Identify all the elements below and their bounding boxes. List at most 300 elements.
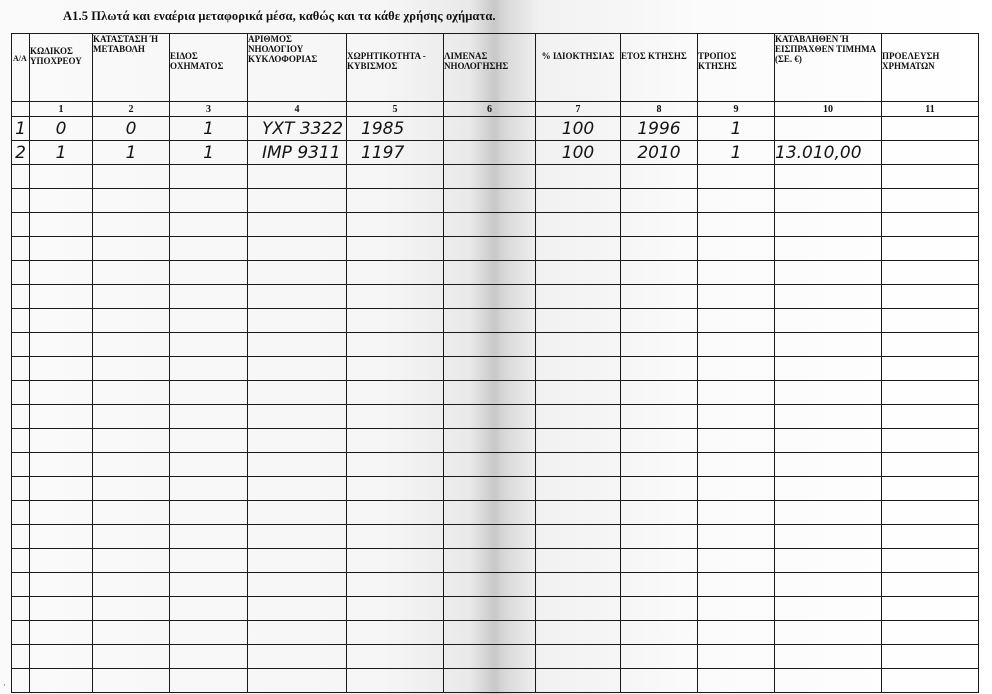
cell-port — [444, 117, 536, 141]
empty-cell — [698, 213, 775, 237]
empty-cell — [170, 453, 248, 477]
empty-cell — [536, 165, 621, 189]
empty-cell — [882, 621, 979, 645]
empty-cell — [30, 405, 93, 429]
empty-cell — [698, 333, 775, 357]
empty-cell — [30, 573, 93, 597]
empty-cell — [170, 237, 248, 261]
empty-cell — [775, 669, 882, 693]
empty-cell — [248, 525, 347, 549]
empty-cell — [775, 165, 882, 189]
cell-funds-origin — [882, 117, 979, 141]
empty-cell — [444, 549, 536, 573]
empty-cell — [775, 333, 882, 357]
empty-cell — [621, 525, 698, 549]
empty-cell — [882, 237, 979, 261]
empty-cell — [30, 261, 93, 285]
cell-aa: 2 — [12, 141, 30, 165]
cell-status: 1 — [93, 141, 170, 165]
empty-table-row — [12, 621, 979, 645]
empty-cell — [170, 309, 248, 333]
empty-table-row — [12, 525, 979, 549]
empty-cell — [93, 285, 170, 309]
empty-cell — [536, 501, 621, 525]
empty-cell — [536, 357, 621, 381]
empty-cell — [536, 333, 621, 357]
empty-cell — [775, 429, 882, 453]
empty-cell — [170, 621, 248, 645]
empty-cell — [444, 405, 536, 429]
empty-cell — [621, 597, 698, 621]
empty-cell — [248, 429, 347, 453]
empty-cell — [170, 573, 248, 597]
empty-cell — [882, 333, 979, 357]
empty-cell — [621, 669, 698, 693]
empty-cell — [347, 525, 444, 549]
empty-cell — [12, 525, 30, 549]
empty-cell — [775, 477, 882, 501]
empty-cell — [248, 501, 347, 525]
empty-cell — [775, 381, 882, 405]
empty-table-row — [12, 189, 979, 213]
col-number: 9 — [698, 102, 775, 117]
empty-cell — [248, 621, 347, 645]
empty-cell — [248, 333, 347, 357]
empty-cell — [536, 597, 621, 621]
empty-cell — [347, 261, 444, 285]
empty-cell — [248, 381, 347, 405]
empty-cell — [12, 429, 30, 453]
empty-cell — [444, 525, 536, 549]
empty-cell — [30, 357, 93, 381]
empty-cell — [536, 573, 621, 597]
cell-funds-origin — [882, 141, 979, 165]
empty-cell — [882, 357, 979, 381]
empty-cell — [170, 357, 248, 381]
col-number: 6 — [444, 102, 536, 117]
empty-cell — [347, 165, 444, 189]
cell-ownership: 100 — [536, 117, 621, 141]
empty-cell — [248, 213, 347, 237]
empty-cell — [30, 669, 93, 693]
empty-cell — [248, 285, 347, 309]
empty-cell — [347, 333, 444, 357]
empty-cell — [882, 525, 979, 549]
empty-cell — [30, 189, 93, 213]
empty-cell — [775, 501, 882, 525]
col-number: 10 — [775, 102, 882, 117]
empty-cell — [775, 621, 882, 645]
empty-cell — [12, 237, 30, 261]
empty-cell — [347, 597, 444, 621]
empty-cell — [248, 645, 347, 669]
empty-cell — [248, 309, 347, 333]
empty-cell — [12, 213, 30, 237]
empty-cell — [12, 261, 30, 285]
empty-cell — [882, 285, 979, 309]
empty-cell — [93, 165, 170, 189]
empty-cell — [882, 501, 979, 525]
cell-price: 13.010,00 — [775, 141, 882, 165]
cell-registration: YXT 3322 — [248, 117, 347, 141]
col-header-ownership: % ΙΔΙΟΚΤΗΣΙΑΣ — [536, 34, 621, 102]
table-body — [12, 117, 979, 693]
empty-cell — [170, 333, 248, 357]
empty-cell — [536, 261, 621, 285]
empty-cell — [698, 381, 775, 405]
empty-cell — [248, 453, 347, 477]
cell-acquisition-year: 2010 — [621, 141, 698, 165]
empty-cell — [248, 357, 347, 381]
empty-cell — [444, 597, 536, 621]
empty-table-row — [12, 213, 979, 237]
col-number: 7 — [536, 102, 621, 117]
empty-cell — [30, 429, 93, 453]
empty-table-row — [12, 597, 979, 621]
column-number-row — [12, 102, 979, 117]
cell-price — [775, 117, 882, 141]
empty-cell — [882, 261, 979, 285]
empty-table-row — [12, 573, 979, 597]
empty-cell — [12, 189, 30, 213]
col-number — [12, 102, 30, 117]
empty-table-row — [12, 429, 979, 453]
empty-cell — [93, 357, 170, 381]
empty-cell — [347, 453, 444, 477]
empty-cell — [698, 477, 775, 501]
empty-cell — [12, 285, 30, 309]
empty-cell — [93, 261, 170, 285]
empty-cell — [170, 405, 248, 429]
empty-cell — [698, 573, 775, 597]
empty-cell — [248, 573, 347, 597]
empty-cell — [347, 357, 444, 381]
empty-cell — [93, 453, 170, 477]
empty-cell — [12, 573, 30, 597]
empty-cell — [536, 381, 621, 405]
empty-cell — [882, 453, 979, 477]
empty-cell — [93, 597, 170, 621]
empty-table-row — [12, 261, 979, 285]
empty-cell — [775, 189, 882, 213]
empty-cell — [170, 261, 248, 285]
empty-cell — [444, 453, 536, 477]
empty-cell — [621, 333, 698, 357]
cell-aa: 1 — [12, 117, 30, 141]
empty-cell — [444, 429, 536, 453]
empty-cell — [536, 405, 621, 429]
empty-cell — [698, 525, 775, 549]
empty-cell — [444, 381, 536, 405]
empty-cell — [347, 237, 444, 261]
col-number: 2 — [93, 102, 170, 117]
col-header-vehicle-type: ΕΙΔΟΣ ΟΧΗΜΑΤΟΣ — [170, 34, 248, 102]
empty-cell — [347, 501, 444, 525]
empty-cell — [347, 309, 444, 333]
empty-cell — [444, 501, 536, 525]
empty-cell — [93, 549, 170, 573]
empty-cell — [30, 549, 93, 573]
margin-mark: · — [3, 680, 6, 690]
empty-cell — [775, 645, 882, 669]
empty-cell — [882, 309, 979, 333]
empty-table-row — [12, 477, 979, 501]
empty-cell — [536, 213, 621, 237]
empty-cell — [93, 213, 170, 237]
empty-table-row — [12, 237, 979, 261]
cell-ownership: 100 — [536, 141, 621, 165]
empty-cell — [170, 597, 248, 621]
empty-cell — [621, 285, 698, 309]
empty-cell — [775, 573, 882, 597]
empty-cell — [248, 597, 347, 621]
empty-cell — [30, 165, 93, 189]
empty-cell — [12, 357, 30, 381]
empty-cell — [698, 501, 775, 525]
empty-cell — [30, 381, 93, 405]
empty-cell — [621, 357, 698, 381]
empty-cell — [347, 573, 444, 597]
empty-cell — [30, 213, 93, 237]
empty-cell — [444, 261, 536, 285]
empty-cell — [347, 213, 444, 237]
col-number: 11 — [882, 102, 979, 117]
empty-cell — [12, 165, 30, 189]
empty-cell — [621, 477, 698, 501]
empty-cell — [30, 501, 93, 525]
empty-cell — [882, 405, 979, 429]
empty-table-row — [12, 453, 979, 477]
empty-table-row — [12, 285, 979, 309]
empty-cell — [93, 189, 170, 213]
cell-code: 0 — [30, 117, 93, 141]
empty-cell — [775, 309, 882, 333]
empty-cell — [248, 189, 347, 213]
empty-cell — [444, 285, 536, 309]
empty-cell — [536, 669, 621, 693]
empty-cell — [775, 405, 882, 429]
col-number: 3 — [170, 102, 248, 117]
empty-cell — [444, 621, 536, 645]
empty-cell — [12, 453, 30, 477]
empty-cell — [536, 189, 621, 213]
empty-cell — [12, 549, 30, 573]
cell-capacity: 1985 — [347, 117, 444, 141]
empty-cell — [30, 285, 93, 309]
empty-cell — [248, 261, 347, 285]
cell-port — [444, 141, 536, 165]
col-header-port: ΛΙΜΕΝΑΣ ΝΗΟΛΟΓΗΣΗΣ — [444, 34, 536, 102]
empty-cell — [775, 261, 882, 285]
empty-cell — [30, 477, 93, 501]
empty-cell — [444, 213, 536, 237]
col-number: 1 — [30, 102, 93, 117]
empty-cell — [444, 189, 536, 213]
empty-cell — [882, 189, 979, 213]
empty-cell — [12, 669, 30, 693]
cell-status: 0 — [93, 117, 170, 141]
empty-cell — [248, 165, 347, 189]
empty-cell — [621, 309, 698, 333]
empty-cell — [621, 501, 698, 525]
empty-cell — [536, 309, 621, 333]
empty-cell — [12, 645, 30, 669]
empty-cell — [621, 621, 698, 645]
empty-cell — [621, 429, 698, 453]
empty-cell — [698, 597, 775, 621]
empty-table-row — [12, 549, 979, 573]
empty-cell — [248, 477, 347, 501]
col-header-code: ΚΩΔΙΚΟΣ ΥΠΟΧΡΕΟΥ — [30, 34, 93, 102]
col-header-acquisition-method: ΤΡΟΠΟΣ ΚΤΗΣΗΣ — [698, 34, 775, 102]
empty-cell — [536, 285, 621, 309]
empty-cell — [882, 645, 979, 669]
empty-cell — [698, 549, 775, 573]
empty-cell — [170, 429, 248, 453]
empty-table-row — [12, 669, 979, 693]
empty-cell — [536, 621, 621, 645]
empty-cell — [12, 309, 30, 333]
empty-cell — [444, 669, 536, 693]
empty-cell — [347, 621, 444, 645]
empty-cell — [248, 669, 347, 693]
col-header-acquisition-year: ΕΤΟΣ ΚΤΗΣΗΣ — [621, 34, 698, 102]
empty-cell — [882, 213, 979, 237]
empty-cell — [93, 405, 170, 429]
empty-cell — [12, 405, 30, 429]
col-header-capacity: ΧΩΡΗΤΙΚΟΤΗΤΑ - ΚΥΒΙΣΜΟΣ — [347, 34, 444, 102]
empty-cell — [882, 549, 979, 573]
empty-cell — [12, 597, 30, 621]
empty-cell — [170, 669, 248, 693]
empty-cell — [347, 549, 444, 573]
empty-cell — [621, 573, 698, 597]
empty-cell — [698, 261, 775, 285]
empty-cell — [621, 453, 698, 477]
empty-table-row — [12, 381, 979, 405]
empty-cell — [698, 669, 775, 693]
col-header-price: ΚΑΤΑΒΛΗΘΕΝ Ή ΕΙΣΠΡΑΧΘΕΝ ΤΙΜΗΜΑ (ΣΕ. €) — [775, 34, 882, 102]
empty-table-row — [12, 357, 979, 381]
empty-cell — [621, 405, 698, 429]
empty-cell — [536, 645, 621, 669]
col-header-aa: Α/Α — [12, 34, 30, 102]
empty-cell — [30, 645, 93, 669]
empty-cell — [93, 237, 170, 261]
empty-cell — [621, 165, 698, 189]
empty-cell — [444, 165, 536, 189]
header-row — [12, 34, 979, 102]
empty-cell — [698, 429, 775, 453]
empty-cell — [444, 477, 536, 501]
empty-cell — [621, 261, 698, 285]
empty-cell — [698, 189, 775, 213]
empty-cell — [698, 621, 775, 645]
empty-cell — [621, 213, 698, 237]
empty-cell — [775, 453, 882, 477]
empty-cell — [347, 477, 444, 501]
empty-cell — [170, 189, 248, 213]
col-header-status: ΚΑΤΑΣΤΑΣΗ Ή ΜΕΤΑΒΟΛΗ — [93, 34, 170, 102]
empty-cell — [347, 669, 444, 693]
empty-cell — [882, 381, 979, 405]
empty-cell — [444, 573, 536, 597]
col-header-funds-origin: ΠΡΟΕΛΕΥΣΗ ΧΡΗΜΑΤΩΝ — [882, 34, 979, 102]
empty-cell — [93, 477, 170, 501]
cell-acquisition-method: 1 — [698, 117, 775, 141]
empty-cell — [698, 285, 775, 309]
empty-cell — [536, 549, 621, 573]
empty-cell — [347, 381, 444, 405]
empty-cell — [444, 309, 536, 333]
cell-registration: IMP 9311 — [248, 141, 347, 165]
empty-cell — [536, 477, 621, 501]
empty-cell — [621, 189, 698, 213]
empty-cell — [30, 453, 93, 477]
empty-cell — [12, 381, 30, 405]
empty-cell — [347, 405, 444, 429]
empty-cell — [882, 573, 979, 597]
empty-cell — [93, 525, 170, 549]
vehicles-table — [11, 33, 979, 693]
empty-cell — [882, 597, 979, 621]
empty-cell — [536, 237, 621, 261]
col-header-registration: ΑΡΙΘΜΟΣ ΝΗΟΛΟΓΙΟΥ ΚΥΚΛΟΦΟΡΙΑΣ — [248, 34, 347, 102]
empty-cell — [93, 429, 170, 453]
empty-cell — [30, 597, 93, 621]
empty-cell — [30, 525, 93, 549]
cell-acquisition-method: 1 — [698, 141, 775, 165]
empty-cell — [775, 549, 882, 573]
empty-cell — [30, 237, 93, 261]
empty-cell — [30, 333, 93, 357]
empty-cell — [93, 645, 170, 669]
empty-cell — [248, 237, 347, 261]
empty-cell — [93, 501, 170, 525]
empty-cell — [444, 645, 536, 669]
empty-cell — [170, 525, 248, 549]
empty-cell — [775, 597, 882, 621]
empty-cell — [170, 285, 248, 309]
empty-cell — [775, 213, 882, 237]
empty-cell — [698, 645, 775, 669]
empty-cell — [347, 189, 444, 213]
cell-capacity: 1197 — [347, 141, 444, 165]
empty-cell — [698, 405, 775, 429]
empty-cell — [347, 429, 444, 453]
empty-cell — [93, 621, 170, 645]
empty-cell — [30, 621, 93, 645]
empty-cell — [775, 237, 882, 261]
col-number: 8 — [621, 102, 698, 117]
empty-cell — [536, 453, 621, 477]
col-number: 5 — [347, 102, 444, 117]
table-row — [12, 117, 979, 141]
empty-cell — [882, 165, 979, 189]
empty-cell — [444, 333, 536, 357]
empty-cell — [444, 237, 536, 261]
empty-cell — [698, 309, 775, 333]
table-row — [12, 141, 979, 165]
empty-cell — [93, 333, 170, 357]
empty-cell — [347, 645, 444, 669]
empty-cell — [12, 477, 30, 501]
empty-cell — [698, 165, 775, 189]
empty-cell — [621, 381, 698, 405]
empty-cell — [698, 453, 775, 477]
empty-cell — [621, 549, 698, 573]
empty-cell — [248, 405, 347, 429]
